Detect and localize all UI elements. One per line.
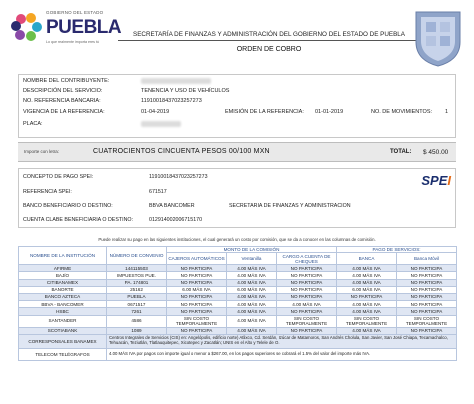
table-cell-movil: NO PARTICIPA [397,327,457,334]
table-cell-conv: 0671517 [107,301,167,308]
table-cell-cargo: 4.00 MÁS IVA [277,301,337,308]
table-cell-bank: BANORTE [19,286,107,293]
table-cell-movil: NO PARTICIPA [397,279,457,286]
table-cell-cargo: NO PARTICIPA [277,308,337,315]
vigencia-label: VIGENCIA DE LA REFERENCIA: [23,109,105,115]
spei-banco-label: BANCO BENEFICIARIO O DESTINO: [23,203,113,209]
table-cell-conv: PA. 174801 [107,279,167,286]
table-cell-conv: 144115503 [107,265,167,272]
placa-value-redacted [141,121,181,127]
table-cell-banca: 4.00 MÁS IVA [337,279,397,286]
document-title: SECRETARÍA DE FINANZAS Y ADMINISTRACIÓN DEL GOBIERNO DEL ESTADO DE PUEBLA [133,31,405,38]
table-cell-cargo: NO PARTICIPA [277,294,337,301]
table-cell-bank: HSBC [19,308,107,315]
table-cell-bank: AFIRME [19,265,107,272]
table-cell-bank: SANTANDER [19,315,107,327]
table-cell-movil: NO PARTICIPA [397,301,457,308]
logo-small-text: GOBIERNO DEL ESTADO [46,10,104,15]
table-cell-banca: SIN COSTO TEMPORALMENTE [337,315,397,327]
table-row [19,286,457,293]
table-cell-cajeros: NO PARTICIPA [167,279,227,286]
amount-bar [18,142,456,162]
table-cell-vent: 4.00 MÁS IVA [227,272,277,279]
table-cell-conv: IMPUESTOS PUE. [107,272,167,279]
amount-words: CUATROCIENTOS CINCUENTA PESOS 00/100 MXN [93,148,270,155]
corresponsales-label: CORRESPONSALES BANAMEX [19,334,107,348]
table-cell-cajeros: NO PARTICIPA [167,301,227,308]
state-crest-icon [412,8,464,68]
servicio-value: TENENCIA Y USO DE VEHÍCULOS [141,88,230,94]
table-cell-cargo: NO PARTICIPA [277,265,337,272]
contribuyente-label: NOMBRE DEL CONTRIBUYENTE: [23,78,110,84]
table-cell-conv: 7261 [107,308,167,315]
table-cell-cajeros: 6.00 MÁS IVA [167,286,227,293]
table-cell-bank: CITIBANAMEX [19,279,107,286]
table-cell-vent: 4.00 MÁS IVA [227,294,277,301]
table-cell-movil: NO PARTICIPA [397,308,457,315]
table-cell-vent: 4.00 MÁS IVA [227,327,277,334]
table-cell-vent: 4.00 MÁS IVA [227,279,277,286]
document-subtitle: ORDEN DE COBRO [236,46,302,53]
table-cell-cajeros: NO PARTICIPA [167,308,227,315]
servicio-label: DESCRIPCIÓN DEL SERVICIO: [23,88,103,94]
table-row [19,272,457,279]
table-cell-banca: 4.00 MÁS IVA [337,308,397,315]
referencia-value: 11910018437023257273 [141,98,202,104]
payment-institutions-table [18,246,457,361]
spei-clabe-value: 012914002006715170 [149,217,203,223]
referencia-label: NO. REFERENCIA BANCARIA: [23,98,101,104]
header-ventanilla: Ventanilla [227,253,277,265]
spei-clabe-label: CUENTA CLABE BENEFICIARIA O DESTINO: [23,217,133,223]
table-cell-banca: 6.00 MÁS IVA [337,286,397,293]
table-cell-bank: SCOTIABANK [19,327,107,334]
table-cell-movil: NO PARTICIPA [397,286,457,293]
movimientos-label: NO. DE MOVIMIENTOS: [371,109,433,115]
table-cell-cajeros: NO PARTICIPA [167,265,227,272]
spei-logo [421,173,451,188]
header-institucion: NOMBRE DE LA INSTITUCIÓN [19,247,107,265]
table-row [19,327,457,334]
table-cell-cajeros: NO PARTICIPA [167,327,227,334]
spei-referencia-value: 671517 [149,189,167,195]
header-banca-movil: Banca Móvil [397,253,457,265]
header-cargo: CARGO A CUENTA DE CHEQUES [277,253,337,265]
table-cell-conv: 4586 [107,315,167,327]
table-row-corresponsales [19,334,457,348]
spei-concepto-label: CONCEPTO DE PAGO SPEI: [23,174,94,180]
table-cell-vent: 4.00 MÁS IVA [227,265,277,272]
telecom-label: TELECOM TELÉGRAFOS [19,348,107,360]
table-cell-vent: 4.00 MÁS IVA [227,301,277,308]
table-cell-cajeros: NO PARTICIPA [167,272,227,279]
table-cell-conv: 25162 [107,286,167,293]
spei-box [18,168,456,228]
table-cell-vent: 4.00 MÁS IVA [227,315,277,327]
table-row [19,315,457,327]
spei-logo-main: SPE [421,173,448,188]
spei-concepto-value: 11910018437023257273 [149,174,208,180]
header-monto-comision: MONTO DE LA COMISIÓN [167,247,337,253]
table-cell-cargo: NO PARTICIPA [277,286,337,293]
table-cell-cajeros: NO PARTICIPA [167,294,227,301]
table-cell-vent: 4.00 MÁS IVA [227,308,277,315]
header-pago-servicios: PAGO DE SERVICIOS: [337,247,457,253]
spei-referencia-label: REFERENCIA SPEI: [23,189,72,195]
contributor-info-box [18,74,456,138]
table-cell-movil: NO PARTICIPA [397,294,457,301]
total-value: $ 450.00 [423,149,449,156]
logo-tagline: Lo que realmente importa eres tú [46,40,99,44]
vigencia-value: 01-04-2019 [141,109,170,115]
puebla-logo-icon [10,10,44,44]
table-cell-vent: 6.00 MÁS IVA [227,286,277,293]
table-row [19,279,457,286]
emision-label: EMISIÓN DE LA REFERENCIA: [225,109,304,115]
table-cell-cajeros: SIN COSTO TEMPORALMENTE [167,315,227,327]
puebla-logo [10,8,120,56]
table-cell-cargo: SIN COSTO TEMPORALMENTE [277,315,337,327]
table-cell-cargo: NO PARTICIPA [277,272,337,279]
spei-beneficiario-value: SECRETARIA DE FINANZAS Y ADMINISTRACION [229,203,351,209]
header-cajeros: CAJEROS AUTOMÁTICOS [167,253,227,265]
placa-label: PLACA: [23,121,43,127]
header-convenio: NÚMERO DE CONVENIO [107,247,167,265]
total-label: TOTAL: [390,149,412,155]
table-cell-bank: BAJÍO [19,272,107,279]
table-row [19,301,457,308]
header-banca: BANCA [337,253,397,265]
table-cell-cargo: NO PARTICIPA [277,279,337,286]
table-cell-bank: BANCO AZTECA [19,294,107,301]
contribuyente-value-redacted [141,78,211,84]
title-divider [118,40,420,41]
spei-logo-accent: I [447,173,451,188]
table-cell-movil: NO PARTICIPA [397,272,457,279]
table-cell-banca: NO PARTICIPA [337,294,397,301]
table-cell-cargo: NO PARTICIPA [277,327,337,334]
movimientos-value: 1 [445,109,449,115]
table-cell-movil: SIN COSTO TEMPORALMENTE [397,315,457,327]
table-cell-banca: 4.00 MÁS IVA [337,272,397,279]
table-cell-movil: NO PARTICIPA [397,265,457,272]
telecom-text: 4.00 MÁS IVA por pagos con importe igual o menor a $267.00, en los pagos superiores se cobrará el 1.5% del valor del importe más IVA. [107,348,457,360]
amount-words-label: Importe con letra: [24,149,60,154]
table-row [19,308,457,315]
table-row [19,265,457,272]
table-cell-banca: 4.00 MÁS IVA [337,265,397,272]
logo-name: PUEBLA [46,17,122,38]
emision-value: 01-01-2019 [315,109,344,115]
table-row-telecom [19,348,457,360]
table-cell-conv: PUEBLA [107,294,167,301]
payment-note: Puede realizar su pago en las siguientes instituciones, el cual generará un costo por comisión, que se da a conocer en las columnas de comisión. [98,237,376,242]
table-cell-banca: 4.00 MÁS IVA [337,301,397,308]
corresponsales-text: Centros Integrales de Servicios (CIS) en: Angelópolis, edificio norte) Atlixco, Cd. Serdán, Izúcar de Matamoros, San Andrés Cholula, San Javier, San José Chiapa, Tecamachalco, Tehuacán, Teziutlán, Tlatlauquitepec, Xicotepec y Zacatlán; UNIS en el Alto y Telele de O. [107,334,457,348]
spei-banco-value: BBVA BANCOMER [149,203,195,209]
table-cell-bank: BBVA - BANCOMER [19,301,107,308]
table-cell-banca: 4.00 MÁS IVA [337,327,397,334]
table-row [19,294,457,301]
table-cell-conv: 1089 [107,327,167,334]
